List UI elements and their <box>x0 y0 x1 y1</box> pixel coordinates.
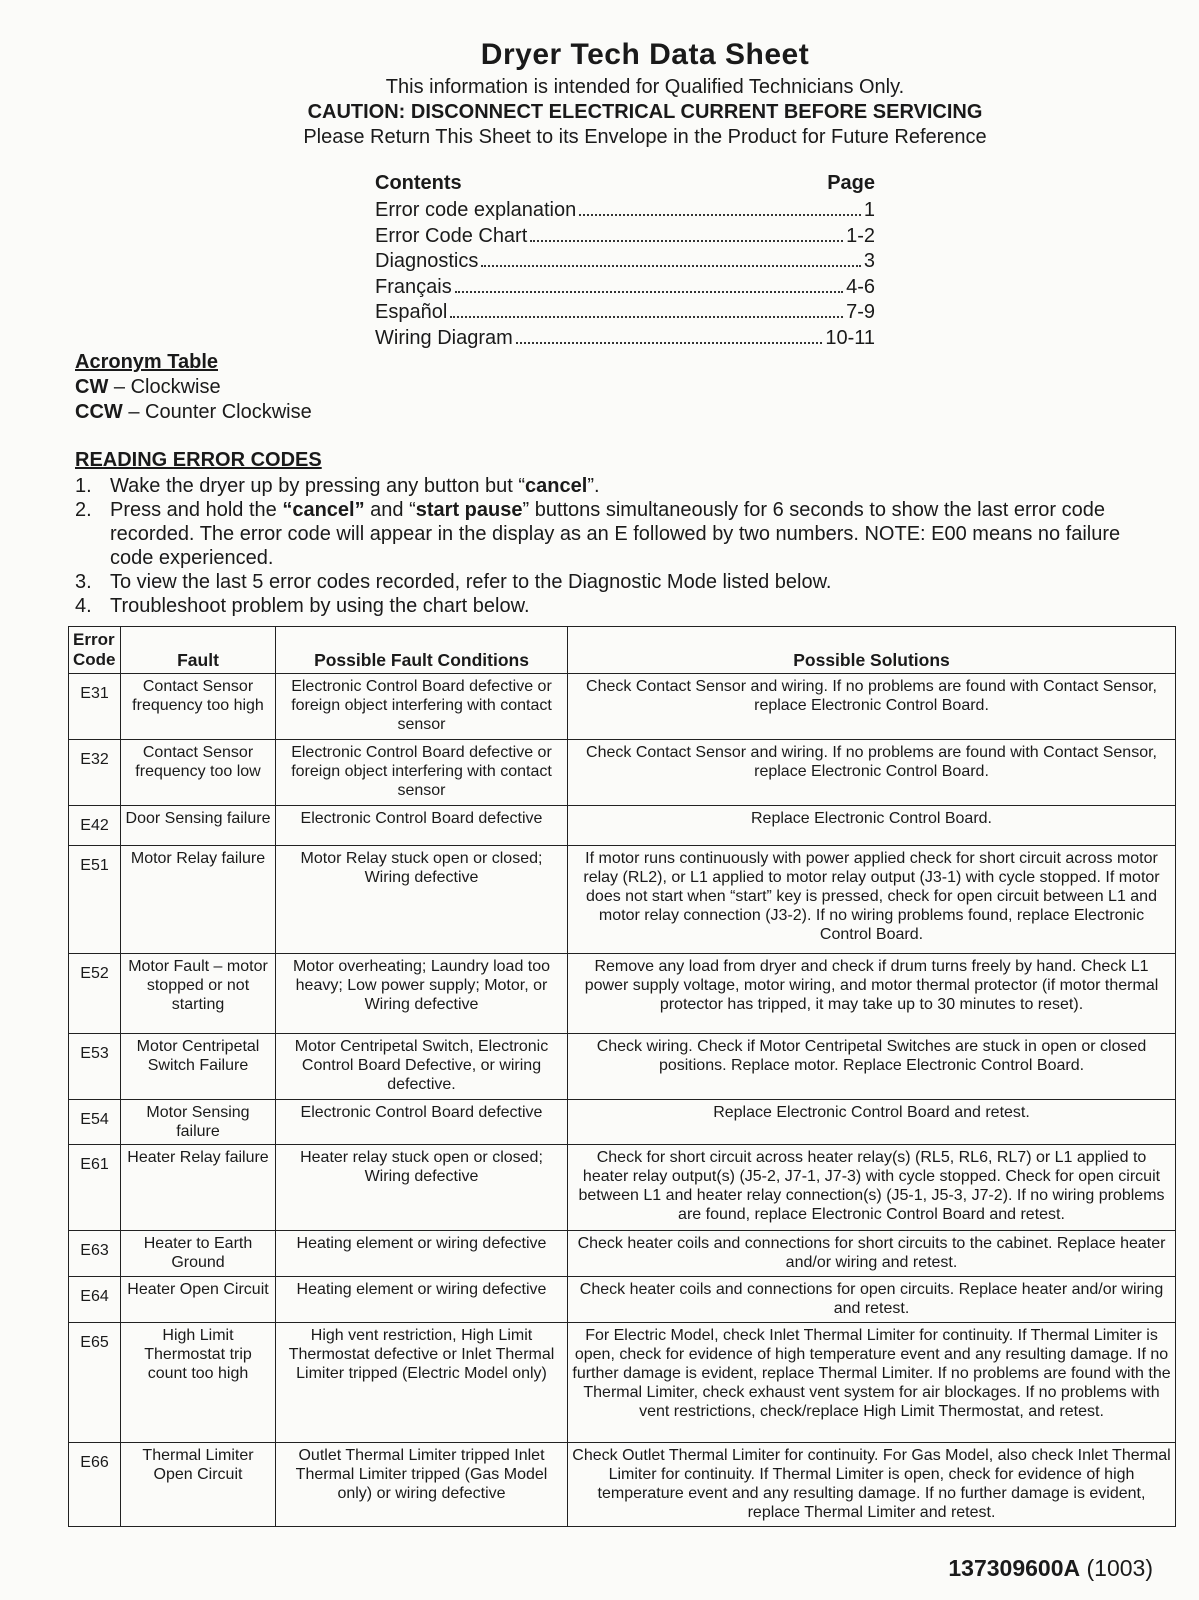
fault-cell: Contact Sensor frequency too high <box>121 674 276 740</box>
toc-item-label: Error code explanation <box>375 199 577 221</box>
conditions-cell: Electronic Control Board defective <box>276 806 568 846</box>
table-row <box>69 1323 1176 1443</box>
step-text: To view the last 5 error codes recorded, refer to the Diagnostic Mode listed below. <box>110 571 832 593</box>
fault-cell: Motor Sensing failure <box>121 1100 276 1145</box>
toc-page-heading: Page <box>827 172 875 194</box>
error-code-cell: E64 <box>69 1277 121 1323</box>
toc-item <box>375 327 875 353</box>
toc-item-label: Wiring Diagram <box>375 326 513 349</box>
solutions-cell: Remove any load from dryer and check if drum turns freely by hand. Check L1 power supply voltage, motor wiring, and motor thermal protector (if motor thermal protector has tripped, it may take up to 30 minutes to reset). <box>568 954 1176 1034</box>
return-note: Please Return This Sheet to its Envelope in the Product for Future Reference <box>303 126 987 148</box>
step-item <box>75 594 1145 618</box>
conditions-cell: Outlet Thermal Limiter tripped Inlet Thermal Limiter tripped (Gas Model only) or wiring defective <box>276 1443 568 1527</box>
step-number: 2. <box>75 499 92 521</box>
conditions-cell: Electronic Control Board defective or foreign object interfering with contact sensor <box>276 674 568 740</box>
conditions-cell: Heating element or wiring defective <box>276 1231 568 1277</box>
caution-note: CAUTION: DISCONNECT ELECTRICAL CURRENT BEFORE SERVICING <box>307 101 983 123</box>
header-fault: Fault <box>121 627 276 674</box>
solutions-cell: For Electric Model, check Inlet Thermal Limiter for continuity. If Thermal Limiter is open, check for evidence of high temperature event and any resulting damage. If no further damage is evident, replace Thermal Limiter. If no problems are found with the Thermal Limiter, check exhaust vent system for air blockages. If no problems with vent restrictions, check/replace High Limit Thermostat, and retest. <box>568 1323 1176 1443</box>
conditions-cell: High vent restriction, High Limit Thermostat defective or Inlet Thermal Limiter tripped (Electric Model only) <box>276 1323 568 1443</box>
toc-item-page: 1 <box>863 199 875 221</box>
toc-item <box>375 250 875 276</box>
fault-cell: High Limit Thermostat trip count too high <box>121 1323 276 1443</box>
step-item <box>75 570 1145 594</box>
conditions-cell: Heating element or wiring defective <box>276 1277 568 1323</box>
error-code-cell: E52 <box>69 954 121 1034</box>
conditions-cell: Motor Relay stuck open or closed; Wiring defective <box>276 846 568 954</box>
fault-cell: Motor Relay failure <box>121 846 276 954</box>
solutions-cell: Check wiring. Check if Motor Centripetal Switches are stuck in open or closed positions. Replace motor. Replace Electronic Control Board. <box>568 1034 1176 1100</box>
acronym-abbr: CW <box>75 376 109 398</box>
step-number: 1. <box>75 475 92 497</box>
solutions-cell: Replace Electronic Control Board. <box>568 806 1176 846</box>
part-number <box>948 1555 1153 1582</box>
fault-cell: Motor Centripetal Switch Failure <box>121 1034 276 1100</box>
toc-item-page: 7-9 <box>846 301 875 323</box>
fault-cell: Contact Sensor frequency too low <box>121 740 276 806</box>
intended-note: This information is intended for Qualified Technicians Only. <box>385 76 905 98</box>
fault-cell: Heater to Earth Ground <box>121 1231 276 1277</box>
solutions-cell: If motor runs continuously with power applied check for short circuit across motor relay (RL2), or L1 applied to motor relay output (J3-1) with cycle stopped. If motor does not start when “start” key is pressed, check for open circuit between L1 and motor relay connection (J3-2). If no wiring problems found, replace Electronic Control Board. <box>568 846 1176 954</box>
error-code-cell: E42 <box>69 806 121 846</box>
toc-item-page: 3 <box>863 250 875 272</box>
acronym-title: Acronym Table <box>75 351 218 373</box>
sheet-header <box>250 38 1040 149</box>
toc-header <box>375 172 875 195</box>
toc-item-page: 10-11 <box>825 326 875 349</box>
acronym-abbr: CCW <box>75 401 123 423</box>
acronym-meaning: – Counter Clockwise <box>128 401 312 423</box>
header-conditions: Possible Fault Conditions <box>276 627 568 674</box>
step-text-part: ”. <box>587 475 600 497</box>
acronym-row <box>75 400 312 425</box>
step-item <box>75 498 1145 570</box>
toc-leader <box>516 342 823 344</box>
header-solutions: Possible Solutions <box>568 627 1176 674</box>
table-row <box>69 954 1176 1034</box>
step-text-part: and “ <box>364 499 416 521</box>
toc-item <box>375 225 875 251</box>
table-row <box>69 1231 1176 1277</box>
table-row <box>69 1100 1176 1145</box>
table-row <box>69 1034 1176 1100</box>
step-text <box>110 474 1145 498</box>
step-keyword: cancel <box>525 475 588 497</box>
toc-item-label: Diagnostics <box>375 250 479 272</box>
solutions-cell: Check Contact Sensor and wiring. If no problems are found with Contact Sensor, replace Electronic Control Board. <box>568 740 1176 806</box>
step-text: Troubleshoot problem by using the chart below. <box>110 595 530 617</box>
toc-leader <box>450 316 843 318</box>
acronym-meaning: – Clockwise <box>113 376 221 398</box>
toc-item <box>375 199 875 225</box>
table-row <box>69 806 1176 846</box>
error-code-cell: E61 <box>69 1145 121 1231</box>
table-row <box>69 846 1176 954</box>
acronym-row <box>75 375 312 400</box>
toc-item <box>375 301 875 327</box>
table-row <box>69 1443 1176 1527</box>
toc-leader <box>455 291 843 293</box>
fault-cell: Motor Fault – motor stopped or not starting <box>121 954 276 1034</box>
fault-cell: Thermal Limiter Open Circuit <box>121 1443 276 1527</box>
conditions-cell: Motor overheating; Laundry load too heavy; Low power supply; Motor, or Wiring defective <box>276 954 568 1034</box>
page-title: Dryer Tech Data Sheet <box>480 38 810 71</box>
toc-item-page: 4-6 <box>846 275 875 298</box>
error-code-cell: E54 <box>69 1100 121 1145</box>
step-number: 3. <box>75 571 92 593</box>
solutions-cell: Check Contact Sensor and wiring. If no problems are found with Contact Sensor, replace Electronic Control Board. <box>568 674 1176 740</box>
table-row <box>69 1145 1176 1231</box>
reading-title: READING ERROR CODES <box>75 449 322 471</box>
toc-leader <box>481 265 860 267</box>
error-code-chart <box>68 626 1176 1527</box>
toc-leader <box>530 240 843 242</box>
solutions-cell: Check heater coils and connections for short circuits to the cabinet. Replace heater and/or wiring and retest. <box>568 1231 1176 1277</box>
error-code-cell: E31 <box>69 674 121 740</box>
table-row <box>69 1277 1176 1323</box>
table-row <box>69 740 1176 806</box>
fault-cell: Door Sensing failure <box>121 806 276 846</box>
error-code-cell: E53 <box>69 1034 121 1100</box>
acronym-table <box>75 350 312 425</box>
toc-item <box>375 276 875 302</box>
step-text-part: ” buttons simultaneously for 6 seconds to show the last error code recorded. The error code will appear in the display as an E followed by two numbers. NOTE: E00 means no failure code experienced. <box>110 499 1121 569</box>
steps-list <box>75 474 1145 618</box>
solutions-cell: Replace Electronic Control Board and retest. <box>568 1100 1176 1145</box>
conditions-cell: Electronic Control Board defective or foreign object interfering with contact sensor <box>276 740 568 806</box>
solutions-cell: Check heater coils and connections for open circuits. Replace heater and/or wiring and retest. <box>568 1277 1176 1323</box>
error-code-cell: E51 <box>69 846 121 954</box>
table-header-row <box>69 627 1176 674</box>
step-keyword: start pause <box>415 499 523 521</box>
solutions-cell: Check for short circuit across heater relay(s) (RL5, RL6, RL7) or L1 applied to heater relay output(s) (J5-2, J7-1, J7-3) with cycle stopped. Check for open circuit between L1 and heater relay connection(s) (J5-1, J5-3, J7-2). If no wiring problems are found, replace Electronic Control Board and retest. <box>568 1145 1176 1231</box>
toc-leader <box>579 214 861 216</box>
error-code-cell: E63 <box>69 1231 121 1277</box>
part-number-value: 137309600A <box>948 1555 1081 1581</box>
step-keyword: “cancel” <box>282 499 365 521</box>
fault-cell: Heater Open Circuit <box>121 1277 276 1323</box>
error-code-cell: E66 <box>69 1443 121 1527</box>
step-number: 4. <box>75 595 92 617</box>
error-code-cell: E32 <box>69 740 121 806</box>
error-code-cell: E65 <box>69 1323 121 1443</box>
fault-cell: Heater Relay failure <box>121 1145 276 1231</box>
conditions-cell: Heater relay stuck open or closed; Wiring defective <box>276 1145 568 1231</box>
toc-item-label: Français <box>375 275 452 298</box>
toc-item-page: 1-2 <box>846 224 875 247</box>
toc-item-label: Español <box>375 301 448 323</box>
step-text <box>110 498 1145 570</box>
toc-heading: Contents <box>375 172 462 194</box>
conditions-cell: Motor Centripetal Switch, Electronic Control Board Defective, or wiring defective. <box>276 1034 568 1100</box>
step-text-part: Press and hold the <box>110 499 283 521</box>
step-item <box>75 474 1145 498</box>
header-error-code: Error Code <box>69 627 121 674</box>
conditions-cell: Electronic Control Board defective <box>276 1100 568 1145</box>
solutions-cell: Check Outlet Thermal Limiter for continuity. For Gas Model, also check Inlet Thermal Limiter for continuity. If Thermal Limiter is open, check for evidence of high temperature event and any resulting damage. If no further damage is evident, replace Thermal Limiter and retest. <box>568 1443 1176 1527</box>
step-text-part: Wake the dryer up by pressing any button but “ <box>110 475 526 497</box>
table-row <box>69 674 1176 740</box>
toc-item-label: Error Code Chart <box>375 224 528 247</box>
reading-error-codes <box>75 449 1145 618</box>
table-of-contents <box>375 172 875 352</box>
revision: (1003) <box>1086 1555 1153 1581</box>
